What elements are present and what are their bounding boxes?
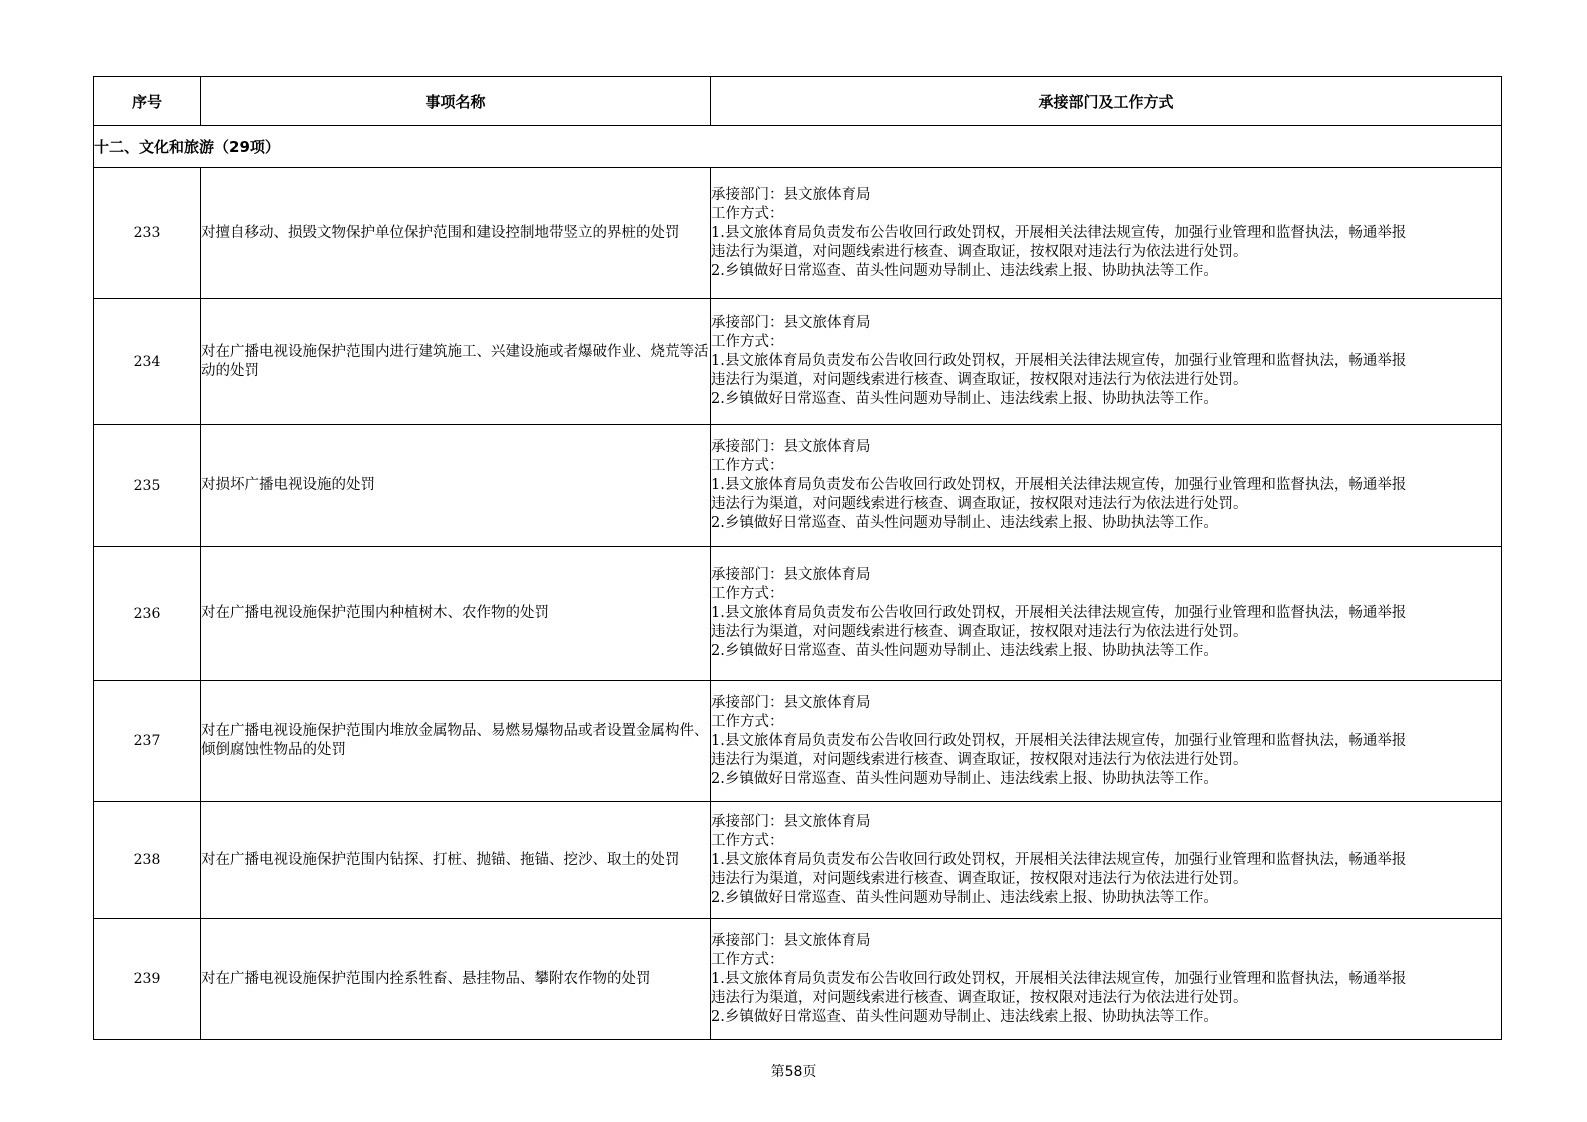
page-number: 第58页 <box>770 1064 817 1080</box>
row-name: 对损坏广播电视设施的处罚 <box>201 425 711 547</box>
method-item2: 2.乡镇做好日常巡查、苗头性问题劝导制止、违法线索上报、协助执法等工作。 <box>711 515 1218 531</box>
method-item1-b: 违法行为渠道，对问题线索进行核查、调查取证，按权限对违法行为依法进行处罚。 <box>711 870 1248 887</box>
row-name: 对在广播电视设施保护范围内堆放金属物品、易燃易爆物品或者设置金属构件、倾倒腐蚀性物品的处罚 <box>201 681 711 802</box>
matters-table <box>93 76 1502 1040</box>
method-item1-a: 1.县文旅体育局负责发布公告收回行政处罚权，开展相关法律法规宣传，加强行业管理和监督执法，畅通举报 <box>711 353 1407 369</box>
row-name: 对在广播电视设施保护范围内种植树木、农作物的处罚 <box>201 547 711 681</box>
header-method: 承接部门及工作方式 <box>711 77 1502 126</box>
method-dept: 承接部门：县文旅体育局 <box>711 315 871 331</box>
table-row <box>94 802 1502 919</box>
method-item1-a: 1.县文旅体育局负责发布公告收回行政处罚权，开展相关法律法规宣传，加强行业管理和监督执法，畅通举报 <box>711 851 1407 868</box>
header-seq: 序号 <box>94 77 201 126</box>
method-item1-b: 违法行为渠道，对问题线索进行核查、调查取证，按权限对违法行为依法进行处罚。 <box>711 624 1248 640</box>
method-item1-b: 违法行为渠道，对问题线索进行核查、调查取证，按权限对违法行为依法进行处罚。 <box>711 243 1248 260</box>
table-row <box>94 299 1502 425</box>
method-item1-b: 违法行为渠道，对问题线索进行核查、调查取证，按权限对违法行为依法进行处罚。 <box>711 989 1248 1006</box>
method-item2: 2.乡镇做好日常巡查、苗头性问题劝导制止、违法线索上报、协助执法等工作。 <box>711 262 1218 279</box>
row-seq: 238 <box>94 802 201 919</box>
row-method <box>711 681 1502 802</box>
method-dept: 承接部门：县文旅体育局 <box>711 694 871 711</box>
method-mode: 工作方式： <box>711 586 784 602</box>
row-name: 对擅自移动、损毁文物保护单位保护范围和建设控制地带竖立的界桩的处罚 <box>201 168 711 299</box>
method-item2: 2.乡镇做好日常巡查、苗头性问题劝导制止、违法线索上报、协助执法等工作。 <box>711 770 1218 787</box>
row-method <box>711 299 1502 425</box>
method-mode: 工作方式： <box>711 458 784 474</box>
row-seq: 237 <box>94 681 201 802</box>
row-method <box>711 547 1502 681</box>
method-item2: 2.乡镇做好日常巡查、苗头性问题劝导制止、违法线索上报、协助执法等工作。 <box>711 391 1218 407</box>
row-seq: 234 <box>94 299 201 425</box>
row-method <box>711 802 1502 919</box>
method-item1-a: 1.县文旅体育局负责发布公告收回行政处罚权，开展相关法律法规宣传，加强行业管理和监督执法，畅通举报 <box>711 732 1407 749</box>
table-row <box>94 168 1502 299</box>
method-dept: 承接部门：县文旅体育局 <box>711 186 871 203</box>
method-dept: 承接部门：县文旅体育局 <box>711 567 871 583</box>
row-method <box>711 919 1502 1040</box>
row-seq: 235 <box>94 425 201 547</box>
method-item1-a: 1.县文旅体育局负责发布公告收回行政处罚权，开展相关法律法规宣传，加强行业管理和监督执法，畅通举报 <box>711 477 1407 493</box>
method-mode: 工作方式： <box>711 334 784 350</box>
table-row <box>94 919 1502 1040</box>
table-row <box>94 547 1502 681</box>
row-name: 对在广播电视设施保护范围内进行建筑施工、兴建设施或者爆破作业、烧荒等活动的处罚 <box>201 299 711 425</box>
method-mode: 工作方式： <box>711 951 784 968</box>
method-item1-a: 1.县文旅体育局负责发布公告收回行政处罚权，开展相关法律法规宣传，加强行业管理和监督执法，畅通举报 <box>711 224 1407 241</box>
method-item2: 2.乡镇做好日常巡查、苗头性问题劝导制止、违法线索上报、协助执法等工作。 <box>711 643 1218 659</box>
method-item1-b: 违法行为渠道，对问题线索进行核查、调查取证，按权限对违法行为依法进行处罚。 <box>711 496 1248 512</box>
row-seq: 236 <box>94 547 201 681</box>
header-row <box>94 77 1502 126</box>
section-row <box>94 126 1502 168</box>
method-dept: 承接部门：县文旅体育局 <box>711 439 871 455</box>
row-name: 对在广播电视设施保护范围内拴系牲畜、悬挂物品、攀附农作物的处罚 <box>201 919 711 1040</box>
row-method <box>711 168 1502 299</box>
method-dept: 承接部门：县文旅体育局 <box>711 813 871 830</box>
method-item2: 2.乡镇做好日常巡查、苗头性问题劝导制止、违法线索上报、协助执法等工作。 <box>711 889 1218 906</box>
table-row <box>94 681 1502 802</box>
method-item1-b: 违法行为渠道，对问题线索进行核查、调查取证，按权限对违法行为依法进行处罚。 <box>711 372 1248 388</box>
table-row <box>94 425 1502 547</box>
row-method <box>711 425 1502 547</box>
method-item1-a: 1.县文旅体育局负责发布公告收回行政处罚权，开展相关法律法规宣传，加强行业管理和监督执法，畅通举报 <box>711 970 1407 987</box>
method-item2: 2.乡镇做好日常巡查、苗头性问题劝导制止、违法线索上报、协助执法等工作。 <box>711 1008 1218 1025</box>
header-name: 事项名称 <box>201 77 711 126</box>
method-dept: 承接部门：县文旅体育局 <box>711 932 871 949</box>
method-item1-a: 1.县文旅体育局负责发布公告收回行政处罚权，开展相关法律法规宣传，加强行业管理和监督执法，畅通举报 <box>711 605 1407 621</box>
row-seq: 233 <box>94 168 201 299</box>
method-mode: 工作方式： <box>711 832 784 849</box>
method-mode: 工作方式： <box>711 713 784 730</box>
method-item1-b: 违法行为渠道，对问题线索进行核查、调查取证，按权限对违法行为依法进行处罚。 <box>711 751 1248 768</box>
row-name: 对在广播电视设施保护范围内钻探、打桩、抛锚、拖锚、挖沙、取土的处罚 <box>201 802 711 919</box>
row-seq: 239 <box>94 919 201 1040</box>
method-mode: 工作方式： <box>711 205 784 222</box>
section-title: 十二、文化和旅游（29项） <box>94 126 1502 168</box>
